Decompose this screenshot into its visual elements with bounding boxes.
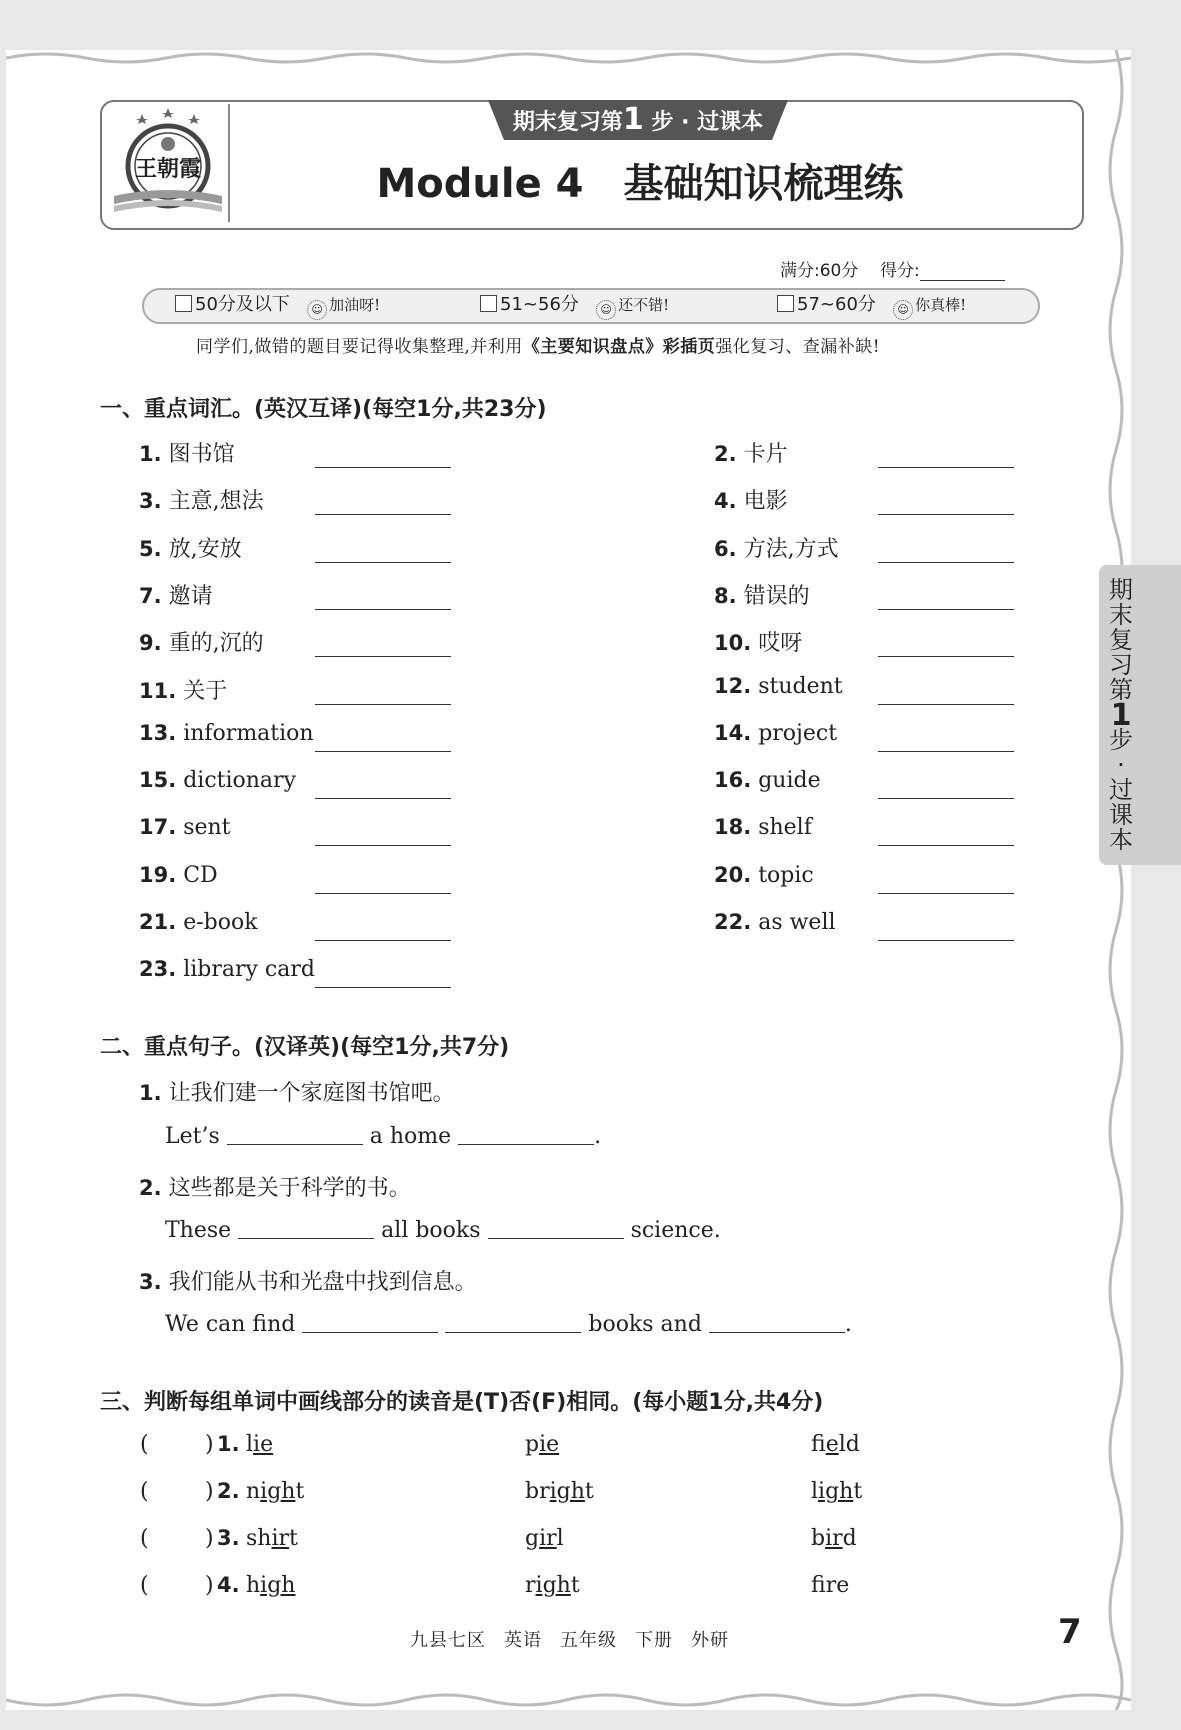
paren-close: ) [205, 1432, 214, 1457]
word [525, 1479, 594, 1504]
word-part: l [811, 1479, 819, 1504]
word-part: r [525, 1573, 536, 1598]
item-text: CD [183, 862, 218, 888]
word-underlined-part: ie [253, 1432, 274, 1457]
side-tab-char: 1 [1110, 698, 1132, 733]
side-tab-char: 步 [1109, 726, 1133, 754]
row-number [217, 1526, 240, 1551]
item-number: 4. [217, 1573, 240, 1597]
item-number: 18. [714, 815, 752, 840]
instruction-note [196, 332, 880, 357]
answer-blank[interactable] [315, 562, 451, 563]
answer-blank[interactable] [315, 467, 451, 468]
word-part: d [842, 1526, 857, 1551]
item-text: dictionary [183, 768, 296, 794]
vocab-item [139, 579, 213, 610]
word-underlined-part: igh [260, 1479, 296, 1504]
word-part: f [811, 1573, 826, 1598]
vocab-item [714, 437, 788, 468]
answer-blank[interactable] [878, 893, 1014, 894]
item-number: 4. [714, 489, 737, 514]
vocab-item [139, 768, 296, 793]
item-text: topic [758, 862, 814, 888]
item-text: 图书馆 [168, 442, 235, 467]
footer-item: 英语 [504, 1630, 542, 1651]
word-part: t [295, 1479, 305, 1504]
answer-slot[interactable] [152, 1432, 204, 1458]
sentence-prompt [139, 1171, 411, 1202]
tab-suffix: 步 · 过课本 [651, 110, 764, 135]
item-number: 15. [139, 768, 177, 793]
word [246, 1432, 273, 1457]
footer [410, 1626, 747, 1652]
item-number: 16. [714, 768, 752, 793]
word-part: b [811, 1526, 826, 1551]
answer-blank[interactable] [315, 940, 451, 941]
answer-blank[interactable] [315, 656, 451, 657]
score-line [780, 256, 1005, 281]
word-part: l [246, 1432, 254, 1457]
word-part: h [246, 1573, 261, 1598]
item-number: 17. [139, 815, 177, 840]
tab-prefix: 期末复习第 [512, 110, 623, 135]
item-number: 3. [139, 489, 162, 514]
word-part: t [853, 1479, 863, 1504]
sentence-answer [165, 1218, 721, 1243]
item-text: sent [183, 815, 231, 841]
item-number: 1. [139, 442, 162, 466]
footer-item: 九县七区 [410, 1630, 486, 1651]
answer-blank[interactable] [445, 1312, 581, 1333]
answer-blank[interactable] [878, 514, 1014, 515]
word-underlined-part: igh [535, 1573, 571, 1598]
side-tab-label [1108, 578, 1134, 853]
word-underlined-part: ir [271, 1526, 290, 1551]
answer-blank[interactable] [302, 1312, 438, 1333]
note-bold: 《主要知识盘点》彩插页 [522, 337, 716, 357]
rating-2 [480, 292, 669, 318]
item-number: 11. [139, 678, 177, 703]
score-blank[interactable] [920, 266, 1005, 281]
word-underlined-part: ir [539, 1526, 557, 1551]
header-divider [228, 104, 230, 222]
paren-open: ( [140, 1573, 149, 1598]
item-text: guide [758, 768, 821, 794]
item-text: 关于 [183, 678, 228, 704]
side-tab-char: 课 [1109, 801, 1133, 829]
item-number: 3. [217, 1526, 240, 1550]
rating-1 [175, 292, 380, 318]
item-number: 6. [714, 536, 737, 561]
answer-text: all books [381, 1218, 481, 1243]
side-tab-char: 期 [1109, 576, 1133, 604]
answer-blank[interactable] [315, 514, 451, 515]
answer-blank[interactable] [878, 467, 1014, 468]
vocab-item [139, 626, 264, 657]
section-2-title: 二、重点句子。(汉译英)(每空1分,共7分) [100, 1035, 510, 1060]
item-number: 1. [139, 1081, 162, 1105]
section-3-title: 三、判断每组单词中画线部分的读音是(T)否(F)相同。(每小题1分,共4分) [100, 1390, 824, 1415]
word [525, 1573, 580, 1598]
rating-encourage: 还不错! [618, 296, 670, 314]
word-part: f [811, 1432, 826, 1457]
answer-blank[interactable] [315, 845, 451, 846]
answer-blank[interactable] [315, 751, 451, 752]
paren-open: ( [140, 1526, 149, 1551]
answer-blank[interactable] [315, 893, 451, 894]
item-number: 5. [139, 536, 162, 561]
checkbox[interactable] [175, 295, 192, 312]
item-text: 放,安放 [168, 536, 242, 562]
item-number: 10. [714, 631, 752, 656]
vocab-item [139, 957, 315, 982]
item-text: student [758, 673, 843, 699]
face-icon: ☺ [307, 300, 327, 320]
item-number: 21. [139, 910, 177, 934]
vocab-item [714, 579, 810, 610]
vocab-item [139, 484, 264, 515]
answer-text: We can find [165, 1312, 296, 1337]
vocab-item [714, 484, 788, 515]
side-tab-char: 末 [1109, 601, 1133, 629]
answer-blank[interactable] [238, 1218, 374, 1239]
item-number: 2. [714, 442, 737, 466]
item-number: 22. [714, 910, 752, 934]
item-text: 电影 [743, 489, 788, 515]
item-number: 12. [714, 673, 752, 698]
sentence-prompt [139, 1076, 455, 1107]
answer-text: . [844, 1312, 852, 1337]
answer-blank[interactable] [878, 656, 1014, 657]
answer-blank[interactable] [878, 562, 1014, 563]
face-icon: ☺ [596, 300, 616, 320]
chinese-sentence: 这些都是关于科学的书。 [168, 1176, 411, 1201]
vocab-item [714, 721, 837, 746]
word [811, 1573, 849, 1598]
row-number [217, 1479, 240, 1504]
vocab-item [714, 815, 812, 840]
side-tab-char: · [1117, 751, 1125, 779]
item-text: 邀请 [168, 583, 213, 609]
side-tab-char: 过 [1109, 776, 1133, 804]
item-number: 2. [139, 1176, 162, 1200]
paren-close: ) [205, 1573, 214, 1598]
item-number: 14. [714, 720, 752, 745]
word-part: t [584, 1479, 594, 1504]
full-score: 满分:60分 [780, 261, 859, 281]
word [525, 1526, 564, 1551]
answer-text: a home [369, 1124, 452, 1149]
section-1-title: 一、重点词汇。(英汉互译)(每空1分,共23分) [100, 397, 547, 422]
word-part: n [246, 1479, 261, 1504]
sentence-answer [165, 1124, 601, 1149]
vocab-item [714, 910, 836, 935]
side-tab-char: 习 [1109, 651, 1133, 679]
rating-encourage: 加油呀! [329, 296, 381, 314]
item-number: 19. [139, 862, 177, 887]
word [811, 1432, 860, 1457]
item-text: 重的,沉的 [168, 631, 264, 657]
checkbox[interactable] [480, 295, 497, 312]
vocab-item [139, 437, 235, 468]
chinese-sentence: 让我们建一个家庭图书馆吧。 [168, 1081, 455, 1106]
item-text: project [758, 720, 838, 746]
vocab-item [714, 532, 839, 563]
item-number: 3. [139, 1270, 162, 1294]
header-tab-label [488, 102, 788, 138]
answer-text: These [165, 1218, 232, 1243]
face-icon: ☺ [893, 300, 913, 320]
word-part: sh [246, 1526, 272, 1551]
footer-item: 下册 [635, 1630, 673, 1651]
row-number [217, 1432, 240, 1457]
side-tab-char: 复 [1109, 626, 1133, 654]
word-part: p [525, 1432, 540, 1457]
note-post: 强化复习、查漏补缺! [715, 337, 881, 357]
side-tab-char: 本 [1109, 826, 1133, 854]
answer-blank[interactable] [227, 1124, 363, 1145]
item-text: 方法,方式 [743, 536, 839, 562]
vocab-item [714, 768, 821, 793]
word [246, 1573, 295, 1598]
answer-blank[interactable] [878, 751, 1014, 752]
word-part: br [525, 1479, 550, 1504]
item-number: 1. [217, 1432, 240, 1456]
answer-slot[interactable] [152, 1573, 204, 1599]
answer-blank[interactable] [878, 845, 1014, 846]
item-text: 卡片 [743, 442, 788, 467]
vocab-item [714, 674, 843, 699]
answer-text: . [594, 1124, 602, 1149]
side-tab-char: 第 [1109, 676, 1133, 704]
word-underlined-part: igh [818, 1479, 854, 1504]
answer-blank[interactable] [878, 798, 1014, 799]
vocab-item [139, 910, 258, 935]
score-label: 得分: [879, 261, 920, 281]
word-part: ld [838, 1432, 860, 1457]
item-number: 9. [139, 631, 162, 656]
word-part: g [525, 1526, 540, 1551]
sentence-prompt [139, 1265, 477, 1296]
vocab-item [139, 532, 242, 563]
answer-text: books and [588, 1312, 702, 1337]
answer-blank[interactable] [709, 1312, 845, 1333]
word-underlined-part: ie [539, 1432, 560, 1457]
brand-logo [112, 104, 224, 222]
answer-blank[interactable] [315, 609, 451, 610]
paren-close: ) [205, 1526, 214, 1551]
word-underlined-part: ir [825, 1526, 843, 1551]
vocab-item [139, 863, 218, 888]
rating-range: 51~56分 [500, 294, 579, 315]
logo-text: 王朝霞 [134, 156, 202, 182]
answer-slot[interactable] [152, 1526, 204, 1552]
item-number: 7. [139, 583, 162, 608]
answer-blank[interactable] [458, 1124, 594, 1145]
chinese-sentence: 我们能从书和光盘中找到信息。 [168, 1270, 477, 1295]
item-number: 8. [714, 583, 737, 608]
vocab-item [139, 721, 314, 746]
word-part: t [289, 1526, 298, 1551]
paren-open: ( [140, 1432, 149, 1457]
vocab-item [714, 626, 802, 657]
item-text: library card [183, 957, 315, 983]
item-text: information [183, 720, 314, 746]
sentence-answer [165, 1312, 852, 1337]
tab-step-number: 1 [622, 102, 644, 137]
rating-range: 50分及以下 [195, 294, 290, 315]
word [811, 1526, 857, 1551]
rating-encourage: 你真棒! [915, 296, 967, 314]
answer-blank[interactable] [878, 704, 1014, 705]
item-number: 23. [139, 957, 177, 982]
answer-blank[interactable] [488, 1218, 624, 1239]
item-number: 13. [139, 720, 177, 745]
item-number: 2. [217, 1479, 240, 1503]
word [525, 1432, 559, 1457]
item-text: shelf [758, 815, 812, 841]
row-number [217, 1573, 240, 1598]
answer-blank[interactable] [315, 704, 451, 705]
note-pre: 同学们,做错的题目要记得收集整理,并利用 [196, 337, 523, 357]
item-text: e-book [183, 910, 258, 935]
page-title: Module 4 基础知识梳理练 [376, 161, 904, 207]
footer-item: 五年级 [560, 1630, 617, 1651]
paren-close: ) [205, 1479, 214, 1504]
rating-range: 57~60分 [797, 294, 876, 315]
word-underlined-part: ie [825, 1432, 839, 1457]
footer-item: 外研 [691, 1630, 729, 1651]
word-part: t [570, 1573, 580, 1598]
word [246, 1479, 304, 1504]
word [246, 1526, 298, 1551]
item-text: 主意,想法 [168, 489, 264, 515]
answer-text: Let’s [165, 1124, 220, 1149]
item-text: 错误的 [743, 583, 810, 609]
answer-blank[interactable] [878, 609, 1014, 610]
paren-open: ( [140, 1479, 149, 1504]
answer-blank[interactable] [315, 798, 451, 799]
word-underlined-part: igh [260, 1573, 296, 1598]
checkbox[interactable] [777, 295, 794, 312]
page-number: 7 [1058, 1612, 1082, 1652]
word-part: l [556, 1526, 564, 1551]
item-text: as well [758, 910, 836, 935]
word [811, 1479, 862, 1504]
vocab-item [714, 863, 814, 888]
vocab-item [139, 674, 227, 705]
answer-blank[interactable] [878, 940, 1014, 941]
answer-slot[interactable] [152, 1479, 204, 1505]
answer-text: science. [630, 1218, 721, 1243]
word-underlined-part: igh [549, 1479, 585, 1504]
item-text: 哎呀 [758, 631, 803, 657]
answer-blank[interactable] [315, 987, 451, 988]
vocab-item [139, 815, 231, 840]
word-part: re [825, 1573, 850, 1598]
item-number: 20. [714, 862, 752, 887]
rating-3 [777, 292, 966, 318]
